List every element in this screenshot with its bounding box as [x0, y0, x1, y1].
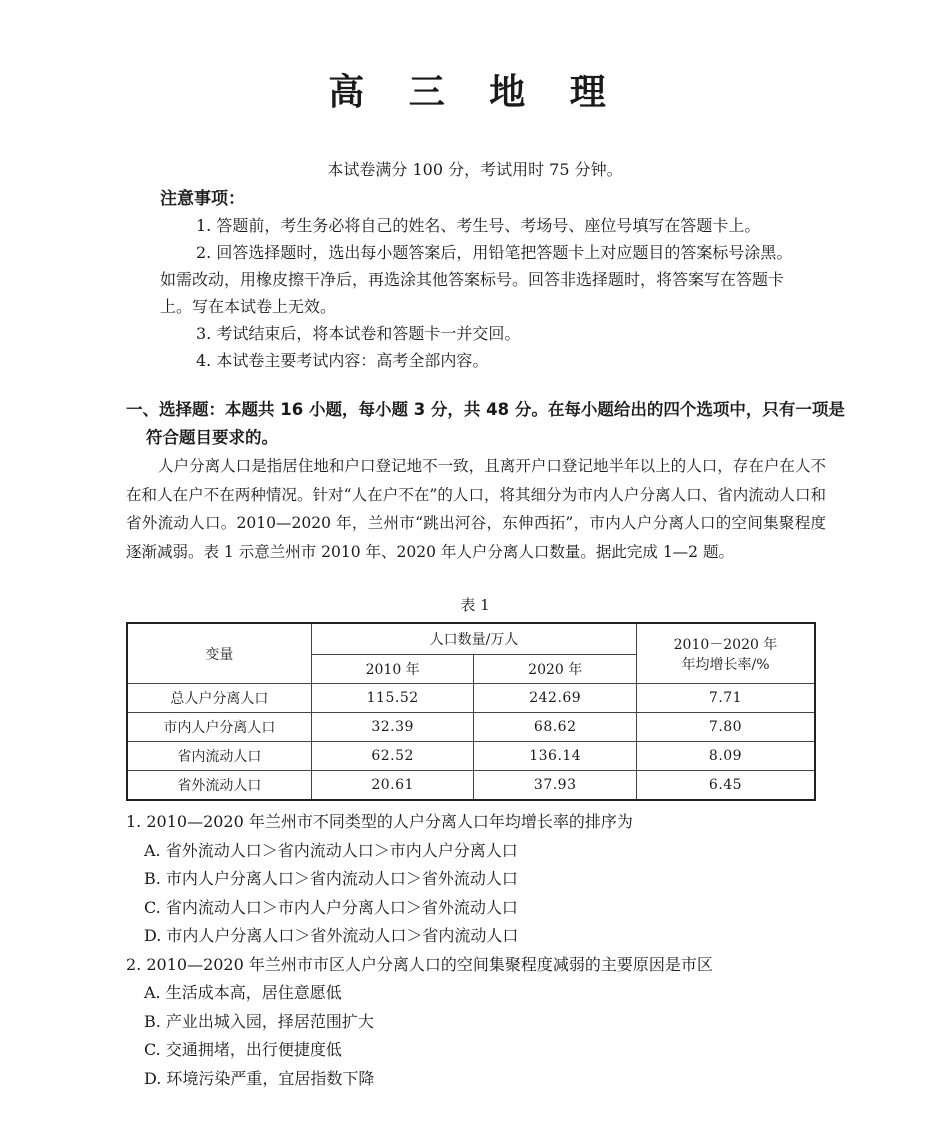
row-label: 总人户分离人口 [127, 684, 311, 713]
header-year-2010: 2010 年 [311, 655, 474, 684]
answer-option: B. 市内人户分离人口＞省内流动人口＞省外流动人口 [144, 869, 518, 888]
header-year-2020: 2020 年 [474, 655, 637, 684]
row-label: 省内流动人口 [127, 742, 311, 771]
notice-item: 3. 考试结束后，将本试卷和答题卡一并交回。 [196, 324, 521, 343]
cell-rate: 7.71 [637, 684, 815, 713]
row-label: 市内人户分离人口 [127, 713, 311, 742]
cell-2020: 37.93 [474, 771, 637, 801]
notice-heading: 注意事项： [160, 189, 245, 209]
table-row [127, 771, 815, 801]
notice-item: 4. 本试卷主要考试内容：高考全部内容。 [196, 351, 489, 370]
row-label: 省外流动人口 [127, 771, 311, 801]
cell-2010: 32.39 [311, 713, 474, 742]
table-caption: 表 1 [460, 596, 490, 614]
header-growth-line1: 2010－2020 年 [673, 636, 778, 653]
header-growth-line2: 年均增长率/% [681, 656, 770, 673]
cell-2010: 115.52 [311, 684, 474, 713]
notice-item: 2. 回答选择题时，选出每小题答案后，用铅笔把答题卡上对应题目的答案标号涂黑。如需改动，用橡皮擦干净后，再选涂其他答案标号。回答非选择题时，将答案写在答题卡上。写在本试卷上无效。 [160, 243, 793, 316]
reading-passage: 人户分离人口是指居住地和户口登记地不一致，且离开户口登记地半年以上的人口，存在户在人不在和人在户不在两种情况。针对“人在户不在”的人口，将其细分为市内人户分离人口、省内流动人口和省外流动人口。2010—2020 年，兰州市“跳出河谷，东伸西拓”，市内人户分离人口的空间集聚程度逐渐减弱。表 1 示意兰州市 2010 年、2020 年人户分离人口数量。据此完成 1—2 题。 [126, 457, 826, 561]
answer-option: D. 环境污染严重，宜居指数下降 [144, 1068, 375, 1088]
table-header-row [127, 623, 815, 655]
question-stem: 1. 2010—2020 年兰州市不同类型的人户分离人口年均增长率的排序为 [126, 812, 633, 831]
question-list [126, 808, 826, 1093]
table-row [127, 742, 815, 771]
cell-2020: 136.14 [474, 742, 637, 771]
cell-rate: 6.45 [637, 771, 815, 801]
answer-option: A. 省外流动人口＞省内流动人口＞市内人户分离人口 [144, 840, 518, 860]
cell-2020: 242.69 [474, 684, 637, 713]
notice-item: 1. 答题前，考生务必将自己的姓名、考生号、考场号、座位号填写在答题卡上。 [196, 216, 761, 235]
cell-2010: 62.52 [311, 742, 474, 771]
answer-option: C. 省内流动人口＞市内人户分离人口＞省外流动人口 [144, 897, 518, 917]
header-variable: 变量 [127, 623, 311, 684]
section-heading: 一、选择题：本题共 16 小题，每小题 3 分，共 48 分。在每小题给出的四个选项中，只有一项是符合题目要求的。 [126, 400, 845, 447]
cell-2010: 20.61 [311, 771, 474, 801]
cell-2020: 68.62 [474, 713, 637, 742]
answer-option: D. 市内人户分离人口＞省外流动人口＞省内流动人口 [144, 926, 519, 945]
notice-list [160, 212, 800, 374]
table-row [127, 713, 815, 742]
question-stem: 2. 2010—2020 年兰州市市区人户分离人口的空间集聚程度减弱的主要原因是市区 [126, 954, 713, 974]
header-growth-rate [637, 623, 815, 684]
header-population: 人口数量/万人 [311, 623, 636, 655]
exam-info: 本试卷满分 100 分，考试用时 75 分钟。 [327, 160, 623, 179]
page-title: 高 三 地 理 [328, 72, 622, 113]
answer-option: A. 生活成本高，居住意愿低 [144, 983, 342, 1002]
cell-rate: 7.80 [637, 713, 815, 742]
answer-option: B. 产业出城入园，择居范围扩大 [144, 1011, 374, 1031]
table-row [127, 684, 815, 713]
data-table [126, 622, 816, 801]
cell-rate: 8.09 [637, 742, 815, 771]
answer-option: C. 交通拥堵，出行便捷度低 [144, 1040, 342, 1059]
